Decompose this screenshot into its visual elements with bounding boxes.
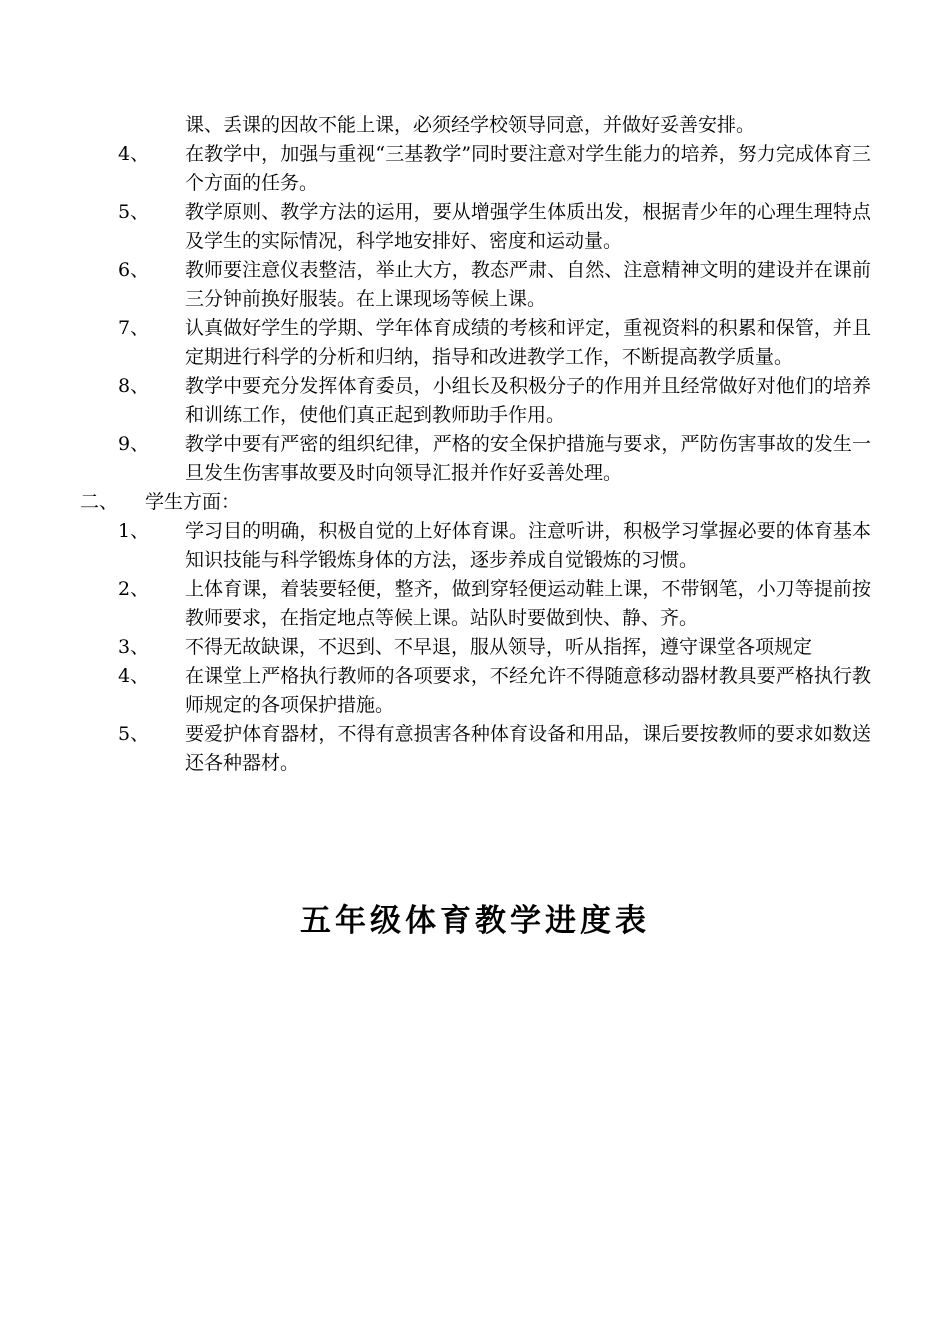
item-text: 学习目的明确，积极自觉的上好体育课。注意听讲，积极学习掌握必要的体育基本知识技能与科学锻炼身体的方法，逐步养成自觉锻炼的习惯。 bbox=[185, 520, 871, 571]
student-item bbox=[80, 662, 880, 720]
item-number: 1、 bbox=[118, 520, 150, 542]
teacher-item bbox=[80, 314, 880, 372]
item-number: 2、 bbox=[118, 578, 150, 600]
item-text: 上体育课，着装要轻便，整齐，做到穿轻便运动鞋上课，不带钢笔，小刀等提前按教师要求，在指定地点等候上课。站队时要做到快、静、齐。 bbox=[185, 578, 871, 629]
item-text: 认真做好学生的学期、学年体育成绩的考核和评定，重视资料的积累和保管，并且定期进行科学的分析和归纳，指导和改进教学工作，不断提高教学质量。 bbox=[185, 317, 871, 368]
student-item bbox=[80, 517, 880, 575]
item-text: 在课堂上严格执行教师的各项要求，不经允许不得随意移动器材教具要严格执行教师规定的各项保护措施。 bbox=[185, 665, 871, 716]
document-title: 五年级体育教学进度表 bbox=[300, 903, 650, 939]
item-text: 教学中要充分发挥体育委员，小组长及积极分子的作用并且经常做好对他们的培养和训练工作，使他们真正起到教师助手作用。 bbox=[185, 375, 871, 426]
item-text: 教学中要有严密的组织纪律，严格的安全保护措施与要求，严防伤害事故的发生一旦发生伤害事故要及时向领导汇报并作好妥善处理。 bbox=[185, 433, 871, 484]
item-text: 教师要注意仪表整洁，举止大方，教态严肃、自然、注意精神文明的建设并在课前三分钟前换好服装。在上课现场等候上课。 bbox=[185, 259, 871, 310]
teacher-item bbox=[80, 256, 880, 314]
item-text: 要爱护体育器材，不得有意损害各种体育设备和用品，课后要按教师的要求如数送还各种器材。 bbox=[185, 723, 871, 774]
item-number: 3、 bbox=[118, 636, 150, 658]
section-heading bbox=[80, 488, 880, 517]
item-number: 4、 bbox=[118, 143, 150, 165]
item-number: 7、 bbox=[118, 317, 150, 339]
item-number: 5、 bbox=[118, 201, 150, 223]
student-item bbox=[80, 575, 880, 633]
item-text: 在教学中，加强与重视“三基教学”同时要注意对学生能力的培养，努力完成体育三个方面的任务。 bbox=[185, 143, 871, 194]
item-number: 8、 bbox=[118, 375, 150, 397]
item-text: 不得无故缺课，不迟到、不早退，服从领导，听从指挥，遵守课堂各项规定 bbox=[185, 636, 813, 658]
item-number: 5、 bbox=[118, 723, 150, 745]
document-body bbox=[80, 111, 880, 778]
item-text: 教学原则、教学方法的运用，要从增强学生体质出发，根据青少年的心理生理特点及学生的实际情况，科学地安排好、密度和运动量。 bbox=[185, 201, 871, 252]
section-number: 二、 bbox=[80, 491, 119, 513]
item-number: 9、 bbox=[118, 433, 150, 455]
teacher-item bbox=[80, 198, 880, 256]
teacher-item bbox=[80, 430, 880, 488]
teacher-item bbox=[80, 140, 880, 198]
student-item bbox=[80, 720, 880, 778]
item-number: 6、 bbox=[118, 259, 150, 281]
continuation-line: 课、丢课的因故不能上课，必须经学校领导同意，并做好妥善安排。 bbox=[185, 114, 756, 136]
item-number: 4、 bbox=[118, 665, 150, 687]
teacher-item bbox=[80, 372, 880, 430]
student-item bbox=[80, 633, 880, 662]
section-title: 学生方面： bbox=[145, 491, 241, 513]
